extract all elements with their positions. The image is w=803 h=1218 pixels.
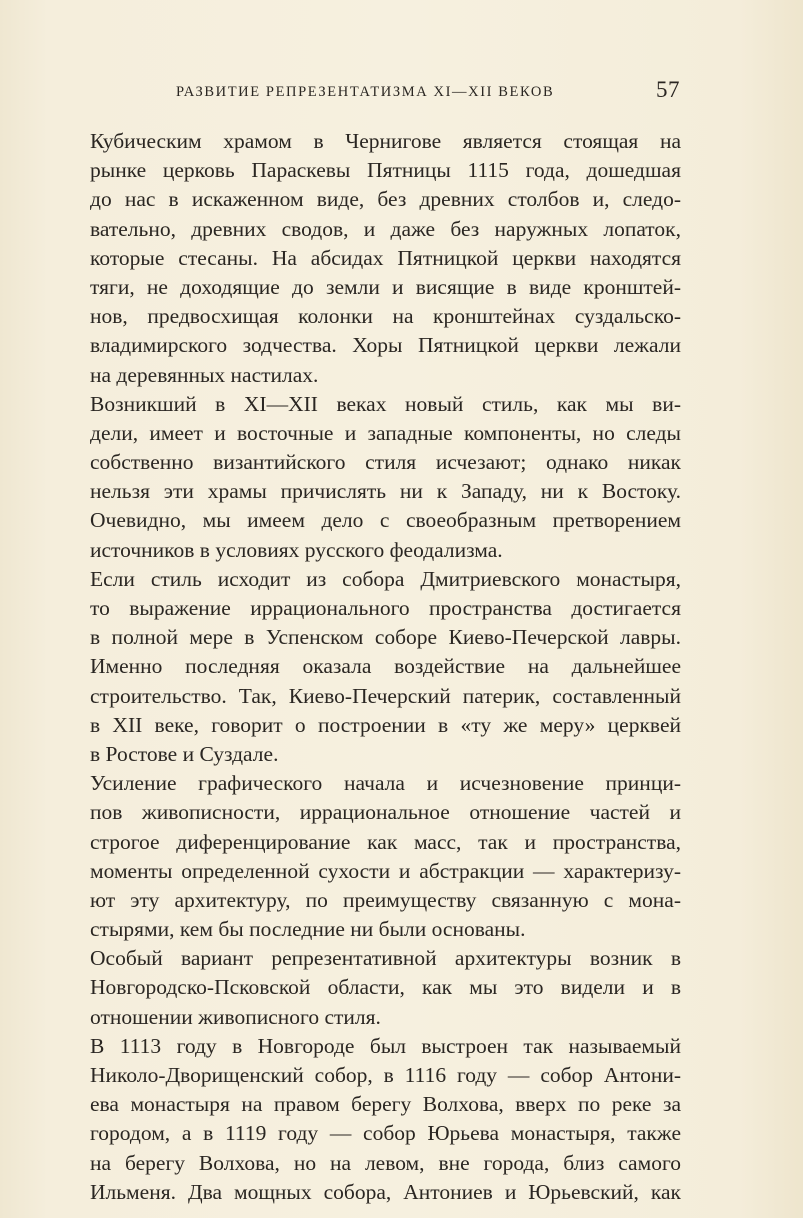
text-line: пов живописности, иррациональное отношение частей и xyxy=(90,800,681,825)
text-line: то выражение иррационального пространства достигается xyxy=(90,596,681,620)
paragraph xyxy=(90,1032,681,1207)
body-text xyxy=(90,127,681,1207)
running-title: РАЗВИТИЕ РЕПРЕЗЕНТАТИЗМА XI—XII ВЕКОВ xyxy=(176,84,555,100)
running-header xyxy=(168,77,680,107)
text-line: В 1113 году в Новгороде был выстроен так называемый xyxy=(90,1033,681,1058)
paragraph xyxy=(90,565,681,769)
text-line: тяги, не доходящие до земли и висящие в виде кронштей- xyxy=(90,274,681,299)
text-line: в Ростове и Суздале. xyxy=(90,741,279,766)
text-line: Новгородско-Псковской области, как мы это видели и в xyxy=(90,975,681,1000)
paragraph xyxy=(90,944,681,1032)
text-line: рынке церковь Параскевы Пятницы 1115 года, дошедшая xyxy=(90,158,681,183)
text-line: владимирского зодчества. Хоры Пятницкой церкви лежали xyxy=(90,333,681,358)
text-line: строгое диференцирование как масс, так и пространства, xyxy=(90,829,681,854)
text-line: вательно, древних сводов, и даже без наружных лопаток, xyxy=(90,216,681,241)
text-line: отношении живописного стиля. xyxy=(90,1004,381,1029)
text-line: на берегу Волхова, но на левом, вне города, близ самого xyxy=(90,1150,681,1175)
paragraph xyxy=(90,390,681,565)
text-line: Именно последняя оказала воздействие на дальнейшее xyxy=(90,654,681,679)
text-line: Очевидно, мы имеем дело с своеобразным претворением xyxy=(90,508,681,533)
text-line: на деревянных настилах. xyxy=(90,362,319,387)
text-line: строительство. Так, Киево-Печерский патерик, составленный xyxy=(90,683,681,708)
text-line: Усиление графического начала и исчезновение принци- xyxy=(90,771,681,796)
text-line: дели, имеет и восточные и западные компоненты, но следы xyxy=(90,420,681,445)
text-line: источников в условиях русского феодализма. xyxy=(90,537,503,562)
text-line: городом, а в 1119 году — собор Юрьева монастыря, также xyxy=(90,1121,681,1146)
text-line: Николо-Дворищенский собор, в 1116 году — собор Антони- xyxy=(90,1063,681,1087)
paragraph xyxy=(90,769,681,944)
text-line: до нас в искаженном виде, без древних столбов и, следо- xyxy=(90,187,681,212)
page-number: 57 xyxy=(656,77,680,102)
text-line: стырями, кем бы последние ни были основаны. xyxy=(90,917,526,942)
text-line: ют эту архитектуру, по преимуществу связанную с мона- xyxy=(90,887,681,912)
text-line: Особый вариант репрезентативной архитектуры возник в xyxy=(90,946,681,971)
paragraph xyxy=(90,127,681,390)
text-line: в XII веке, говорит о построении в «ту же меру» церквей xyxy=(90,712,681,737)
text-line: Кубическим храмом в Чернигове является стоящая на xyxy=(90,129,681,153)
text-line: которые стесаны. На абсидах Пятницкой церкви находятся xyxy=(90,245,681,270)
text-line: нов, предвосхищая колонки на кронштейнах суздальско- xyxy=(90,304,681,329)
text-line: Возникший в XI—XII веках новый стиль, как мы ви- xyxy=(90,391,681,416)
text-line: собственно византийского стиля исчезают; однако никак xyxy=(90,450,681,475)
text-line: моменты определенной сухости и абстракции — характеризу- xyxy=(90,858,681,883)
text-line: Если стиль исходит из собора Дмитриевского монастыря, xyxy=(90,566,681,591)
text-line: Ильменя. Два мощных собора, Антониев и Юрьевский, как xyxy=(90,1179,681,1204)
text-line: ева монастыря на правом берегу Волхова, вверх по реке за xyxy=(90,1092,681,1117)
text-line: нельзя эти храмы причислять ни к Западу, ни к Востоку. xyxy=(90,479,681,504)
text-line: в полной мере в Успенском соборе Киево-Печерской лавры. xyxy=(90,625,681,650)
